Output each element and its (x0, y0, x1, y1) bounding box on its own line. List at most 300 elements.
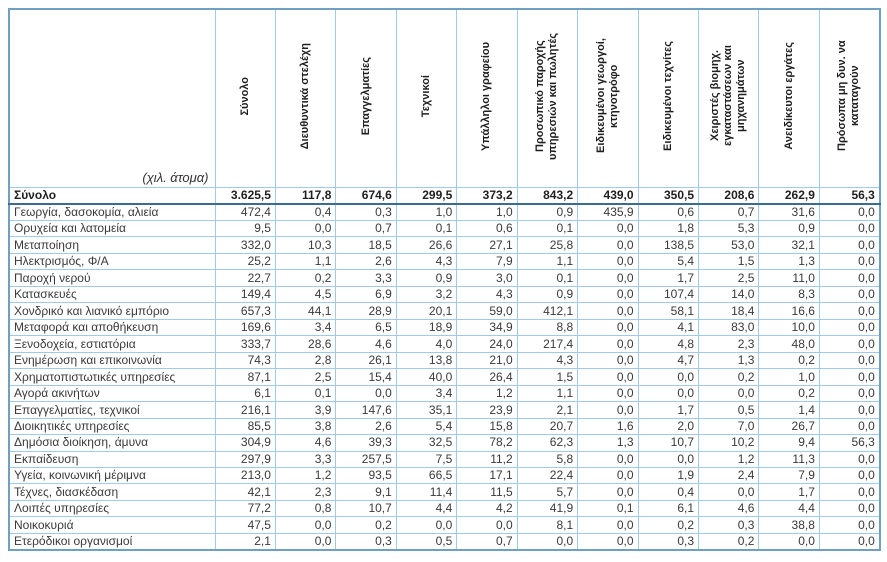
row-label: Σύνολο (9, 188, 215, 204)
cell-value: 0,3 (638, 533, 698, 550)
cell-value: 435,9 (578, 204, 638, 220)
cell-value: 34,9 (457, 319, 517, 335)
cell-value: 0,0 (578, 451, 638, 467)
cell-value: 0,2 (638, 517, 698, 533)
cell-value: 2,3 (275, 484, 335, 500)
row-label: Κατασκευές (9, 286, 215, 302)
cell-value: 0,0 (578, 467, 638, 483)
cell-value: 22,4 (517, 467, 577, 483)
cell-value: 1,1 (517, 253, 577, 269)
row-label: Δημόσια διοίκηση, άμυνα (9, 435, 215, 451)
cell-value: 9,1 (336, 484, 396, 500)
cell-value: 2,1 (215, 533, 275, 550)
cell-value: 7,5 (396, 451, 456, 467)
cell-value: 0,0 (819, 237, 879, 253)
cell-value: 0,0 (457, 517, 517, 533)
cell-value: 6,1 (215, 385, 275, 401)
cell-value: 16,6 (759, 303, 819, 319)
cell-value: 7,9 (759, 467, 819, 483)
cell-value: 0,0 (819, 319, 879, 335)
cell-value: 0,0 (819, 286, 879, 302)
cell-value: 299,5 (396, 188, 456, 204)
cell-value: 0,1 (396, 220, 456, 236)
column-header-label: Πρόσωπα μη δυν. να καταταγούν (836, 40, 862, 152)
cell-value: 0,5 (699, 402, 759, 418)
cell-value: 3,3 (336, 270, 396, 286)
cell-value: 1,7 (759, 484, 819, 500)
cell-value: 0,0 (578, 385, 638, 401)
cell-value: 25,8 (517, 237, 577, 253)
cell-value: 58,1 (638, 303, 698, 319)
cell-value: 0,0 (819, 451, 879, 467)
cell-value: 25,2 (215, 253, 275, 269)
cell-value: 4,6 (275, 435, 335, 451)
cell-value: 217,4 (517, 336, 577, 352)
cell-value: 0,8 (275, 500, 335, 516)
cell-value: 674,6 (336, 188, 396, 204)
cell-value: 10,7 (638, 435, 698, 451)
cell-value: 1,9 (638, 467, 698, 483)
cell-value: 117,8 (275, 188, 335, 204)
cell-value: 0,4 (275, 204, 335, 220)
cell-value: 0,2 (759, 352, 819, 368)
cell-value: 5,8 (517, 451, 577, 467)
cell-value: 0,7 (336, 220, 396, 236)
cell-value: 77,2 (215, 500, 275, 516)
column-header-label: Διευθυντικά στελέχη (299, 42, 312, 150)
column-header (215, 9, 275, 188)
table-row (9, 484, 880, 500)
cell-value: 4,3 (457, 286, 517, 302)
table-row (9, 467, 880, 483)
table-row (9, 402, 880, 418)
cell-value: 21,0 (457, 352, 517, 368)
cell-value: 0,9 (759, 220, 819, 236)
cell-value: 138,5 (638, 237, 698, 253)
cell-value: 0,0 (638, 385, 698, 401)
cell-value: 1,6 (578, 418, 638, 434)
cell-value: 2,8 (275, 352, 335, 368)
cell-value: 3,4 (396, 385, 456, 401)
cell-value: 0,1 (578, 500, 638, 516)
cell-value: 0,0 (275, 220, 335, 236)
cell-value: 0,0 (578, 237, 638, 253)
cell-value: 0,7 (699, 204, 759, 220)
cell-value: 0,0 (578, 220, 638, 236)
cell-value: 0,1 (275, 385, 335, 401)
row-label: Ετερόδικοι οργανισμοί (9, 533, 215, 550)
cell-value: 4,6 (336, 336, 396, 352)
cell-value: 1,3 (759, 253, 819, 269)
cell-value: 333,7 (215, 336, 275, 352)
table-row (9, 204, 880, 220)
row-label: Γεωργία, δασοκομία, αλιεία (9, 204, 215, 220)
cell-value: 0,9 (517, 286, 577, 302)
row-label: Παροχή νερού (9, 270, 215, 286)
cell-value: 3,3 (275, 451, 335, 467)
table-body (9, 188, 880, 551)
cell-value: 3,4 (275, 319, 335, 335)
cell-value: 62,3 (517, 435, 577, 451)
cell-value: 439,0 (578, 188, 638, 204)
cell-value: 0,0 (819, 336, 879, 352)
cell-value: 3,9 (275, 402, 335, 418)
table-row (9, 451, 880, 467)
cell-value: 85,5 (215, 418, 275, 434)
cell-value: 1,7 (638, 402, 698, 418)
column-header (699, 9, 759, 188)
cell-value: 28,9 (336, 303, 396, 319)
cell-value: 0,0 (819, 220, 879, 236)
cell-value: 2,0 (638, 418, 698, 434)
column-header-label: Ειδικευμένοι γεωργοί, κτηνοτρόφο (594, 38, 620, 154)
cell-value: 13,8 (396, 352, 456, 368)
cell-value: 74,3 (215, 352, 275, 368)
cell-value: 2,6 (336, 418, 396, 434)
cell-value: 0,0 (819, 467, 879, 483)
row-label: Εκπαίδευση (9, 451, 215, 467)
employment-by-sector-occupation-table (8, 8, 881, 551)
cell-value: 262,9 (759, 188, 819, 204)
cell-value: 18,9 (396, 319, 456, 335)
cell-value: 0,0 (819, 253, 879, 269)
cell-value: 0,9 (517, 204, 577, 220)
cell-value: 0,0 (638, 451, 698, 467)
cell-value: 44,1 (275, 303, 335, 319)
cell-value: 0,0 (819, 270, 879, 286)
cell-value: 332,0 (215, 237, 275, 253)
cell-value: 0,0 (578, 319, 638, 335)
cell-value: 27,1 (457, 237, 517, 253)
cell-value: 0,0 (699, 484, 759, 500)
cell-value: 8,8 (517, 319, 577, 335)
cell-value: 297,9 (215, 451, 275, 467)
cell-value: 0,2 (699, 533, 759, 550)
cell-value: 0,0 (517, 533, 577, 550)
cell-value: 0,3 (336, 204, 396, 220)
cell-value: 9,5 (215, 220, 275, 236)
cell-value: 0,2 (699, 369, 759, 385)
column-header-label: Επαγγελματίες (359, 56, 372, 136)
cell-value: 1,3 (699, 352, 759, 368)
cell-value: 15,8 (457, 418, 517, 434)
cell-value: 53,0 (699, 237, 759, 253)
table-row (9, 319, 880, 335)
cell-value: 1,5 (517, 369, 577, 385)
cell-value: 39,3 (336, 435, 396, 451)
cell-value: 32,1 (759, 237, 819, 253)
table-row (9, 369, 880, 385)
cell-value: 657,3 (215, 303, 275, 319)
cell-value: 0,0 (819, 418, 879, 434)
cell-value: 10,2 (699, 435, 759, 451)
cell-value: 0,2 (759, 385, 819, 401)
cell-value: 40,0 (396, 369, 456, 385)
row-label: Ορυχεία και λατομεία (9, 220, 215, 236)
column-header-label: Χειριστές βιομηχ. εγκαταστάσεων και μηχανημάτων (709, 45, 748, 147)
cell-value: 0,0 (819, 402, 879, 418)
cell-value: 47,5 (215, 517, 275, 533)
cell-value: 10,0 (759, 319, 819, 335)
table-row (9, 220, 880, 236)
table-row (9, 533, 880, 550)
table-row (9, 517, 880, 533)
row-label: Χονδρικό και λιανικό εμπόριο (9, 303, 215, 319)
cell-value: 0,0 (819, 303, 879, 319)
row-label: Ηλεκτρισμός, Φ/Α (9, 253, 215, 269)
cell-value: 147,6 (336, 402, 396, 418)
cell-value: 1,7 (638, 270, 698, 286)
table-row (9, 270, 880, 286)
header-row (9, 9, 880, 188)
cell-value: 93,5 (336, 467, 396, 483)
cell-value: 2,1 (517, 402, 577, 418)
cell-value: 11,0 (759, 270, 819, 286)
row-label: Χρηματοπιστωτικές υπηρεσίες (9, 369, 215, 385)
cell-value: 0,0 (819, 369, 879, 385)
cell-value: 1,0 (457, 204, 517, 220)
cell-value: 1,2 (457, 385, 517, 401)
cell-value: 2,4 (699, 467, 759, 483)
cell-value: 0,2 (275, 270, 335, 286)
cell-value: 0,0 (578, 270, 638, 286)
cell-value: 0,0 (578, 303, 638, 319)
column-header (336, 9, 396, 188)
cell-value: 83,0 (699, 319, 759, 335)
cell-value: 0,0 (819, 533, 879, 550)
cell-value: 216,1 (215, 402, 275, 418)
cell-value: 56,3 (819, 188, 879, 204)
cell-value: 0,5 (396, 533, 456, 550)
column-header-label: Ειδικευμένοι τεχνίτες (661, 40, 674, 151)
cell-value: 107,4 (638, 286, 698, 302)
cell-value: 2,5 (699, 270, 759, 286)
cell-value: 5,4 (396, 418, 456, 434)
cell-value: 1,3 (578, 435, 638, 451)
row-label: Επαγγελματίες, τεχνικοί (9, 402, 215, 418)
cell-value: 11,4 (396, 484, 456, 500)
cell-value: 5,3 (699, 220, 759, 236)
cell-value: 472,4 (215, 204, 275, 220)
cell-value: 373,2 (457, 188, 517, 204)
cell-value: 10,7 (336, 500, 396, 516)
cell-value: 0,0 (819, 484, 879, 500)
cell-value: 26,1 (336, 352, 396, 368)
cell-value: 257,5 (336, 451, 396, 467)
cell-value: 0,0 (396, 517, 456, 533)
cell-value: 0,0 (759, 533, 819, 550)
cell-value: 3,0 (457, 270, 517, 286)
row-label: Λοιπές υπηρεσίες (9, 500, 215, 516)
cell-value: 26,6 (396, 237, 456, 253)
cell-value: 1,1 (275, 253, 335, 269)
cell-value: 213,0 (215, 467, 275, 483)
cell-value: 8,1 (517, 517, 577, 533)
cell-value: 149,4 (215, 286, 275, 302)
cell-value: 0,0 (578, 369, 638, 385)
cell-value: 2,5 (275, 369, 335, 385)
cell-value: 66,5 (396, 467, 456, 483)
cell-value: 208,6 (699, 188, 759, 204)
cell-value: 3,8 (275, 418, 335, 434)
cell-value: 0,3 (336, 533, 396, 550)
cell-value: 0,0 (578, 484, 638, 500)
cell-value: 20,1 (396, 303, 456, 319)
cell-value: 0,0 (699, 385, 759, 401)
table-row (9, 385, 880, 401)
cell-value: 10,3 (275, 237, 335, 253)
cell-value: 1,5 (699, 253, 759, 269)
cell-value: 4,2 (457, 500, 517, 516)
cell-value: 59,0 (457, 303, 517, 319)
cell-value: 4,4 (396, 500, 456, 516)
cell-value: 4,3 (517, 352, 577, 368)
cell-value: 0,0 (275, 517, 335, 533)
cell-value: 0,0 (819, 385, 879, 401)
cell-value: 4,0 (396, 336, 456, 352)
cell-value: 35,1 (396, 402, 456, 418)
cell-value: 4,4 (759, 500, 819, 516)
row-label: Αγορά ακινήτων (9, 385, 215, 401)
table-row (9, 253, 880, 269)
cell-value: 42,1 (215, 484, 275, 500)
cell-value: 0,2 (336, 517, 396, 533)
cell-value: 0,3 (699, 517, 759, 533)
cell-value: 0,0 (819, 517, 879, 533)
cell-value: 304,9 (215, 435, 275, 451)
column-header (578, 9, 638, 188)
cell-value: 87,1 (215, 369, 275, 385)
table-row (9, 303, 880, 319)
cell-value: 0,6 (638, 204, 698, 220)
cell-value: 5,4 (638, 253, 698, 269)
cell-value: 78,2 (457, 435, 517, 451)
column-header (638, 9, 698, 188)
cell-value: 1,8 (638, 220, 698, 236)
cell-value: 0,9 (396, 270, 456, 286)
cell-value: 15,4 (336, 369, 396, 385)
row-label: Ενημέρωση και επικοινωνία (9, 352, 215, 368)
row-label: Μεταφορά και αποθήκευση (9, 319, 215, 335)
cell-value: 350,5 (638, 188, 698, 204)
cell-value: 412,1 (517, 303, 577, 319)
cell-value: 0,0 (578, 352, 638, 368)
column-header-label: Σύνολο (238, 76, 251, 116)
cell-value: 3,2 (396, 286, 456, 302)
row-label: Μεταποίηση (9, 237, 215, 253)
cell-value: 18,5 (336, 237, 396, 253)
column-header (457, 9, 517, 188)
table-row (9, 500, 880, 516)
table-row (9, 336, 880, 352)
cell-value: 1,2 (699, 451, 759, 467)
cell-value: 0,0 (578, 286, 638, 302)
cell-value: 0,0 (578, 253, 638, 269)
row-label: Νοικοκυριά (9, 517, 215, 533)
table-row (9, 188, 880, 204)
cell-value: 0,7 (457, 533, 517, 550)
column-header (759, 9, 819, 188)
cell-value: 5,7 (517, 484, 577, 500)
cell-value: 41,9 (517, 500, 577, 516)
cell-value: 843,2 (517, 188, 577, 204)
cell-value: 0,0 (638, 369, 698, 385)
cell-value: 20,7 (517, 418, 577, 434)
column-header (396, 9, 456, 188)
column-header-label: Τεχνικοί (420, 74, 433, 118)
cell-value: 48,0 (759, 336, 819, 352)
row-label: Διοικητικές υπηρεσίες (9, 418, 215, 434)
row-label: Τέχνες, διασκέδαση (9, 484, 215, 500)
cell-value: 0,0 (578, 402, 638, 418)
cell-value: 4,8 (638, 336, 698, 352)
cell-value: 4,3 (396, 253, 456, 269)
cell-value: 0,0 (336, 385, 396, 401)
cell-value: 6,5 (336, 319, 396, 335)
cell-value: 4,7 (638, 352, 698, 368)
column-header-label: Υπάλληλοι γραφείου (480, 41, 493, 151)
table-row (9, 286, 880, 302)
cell-value: 1,0 (396, 204, 456, 220)
cell-value: 6,1 (638, 500, 698, 516)
cell-value: 56,3 (819, 435, 879, 451)
cell-value: 0,0 (578, 517, 638, 533)
table-header (9, 9, 880, 188)
cell-value: 0,0 (819, 204, 879, 220)
cell-value: 18,4 (699, 303, 759, 319)
cell-value: 4,6 (699, 500, 759, 516)
row-label: Ξενοδοχεία, εστιατόρια (9, 336, 215, 352)
column-header (275, 9, 335, 188)
cell-value: 7,0 (699, 418, 759, 434)
column-header-label: Προσωπικό παροχής υπηρεσιών και πωλητές (534, 32, 560, 160)
cell-value: 0,1 (517, 220, 577, 236)
cell-value: 9,4 (759, 435, 819, 451)
cell-value: 26,7 (759, 418, 819, 434)
cell-value: 32,5 (396, 435, 456, 451)
table-row (9, 418, 880, 434)
column-header (517, 9, 577, 188)
column-header-label: Ανειδίκευτοι εργάτες (782, 42, 795, 150)
cell-value: 8,3 (759, 286, 819, 302)
cell-value: 11,3 (759, 451, 819, 467)
cell-value: 0,0 (578, 336, 638, 352)
cell-value: 169,6 (215, 319, 275, 335)
cell-value: 14,0 (699, 286, 759, 302)
cell-value: 0,4 (638, 484, 698, 500)
cell-value: 0,1 (517, 270, 577, 286)
cell-value: 0,6 (457, 220, 517, 236)
cell-value: 7,9 (457, 253, 517, 269)
table-row (9, 237, 880, 253)
cell-value: 0,0 (819, 500, 879, 516)
cell-value: 23,9 (457, 402, 517, 418)
cell-value: 24,0 (457, 336, 517, 352)
cell-value: 17,1 (457, 467, 517, 483)
column-header (819, 9, 879, 188)
cell-value: 4,5 (275, 286, 335, 302)
cell-value: 22,7 (215, 270, 275, 286)
cell-value: 1,1 (517, 385, 577, 401)
cell-value: 4,1 (638, 319, 698, 335)
cell-value: 31,6 (759, 204, 819, 220)
cell-value: 3.625,5 (215, 188, 275, 204)
cell-value: 1,4 (759, 402, 819, 418)
cell-value: 0,0 (578, 533, 638, 550)
cell-value: 28,6 (275, 336, 335, 352)
cell-value: 1,0 (759, 369, 819, 385)
cell-value: 2,6 (336, 253, 396, 269)
